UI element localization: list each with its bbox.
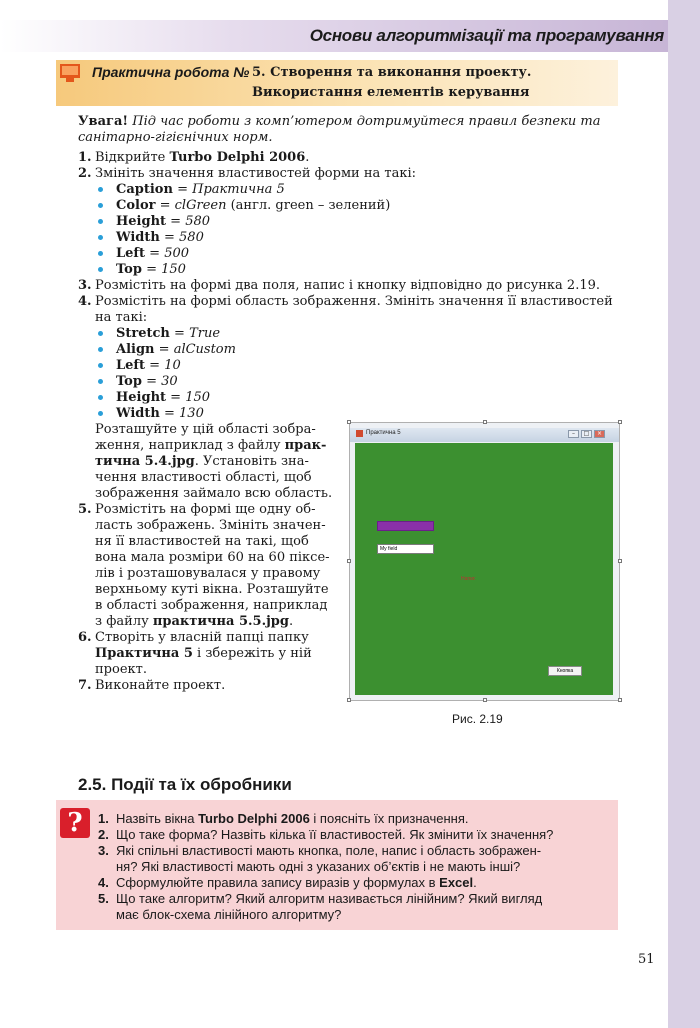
- resize-handle[interactable]: [483, 420, 487, 424]
- bullet-icon: [98, 331, 103, 336]
- step-number: 4.: [78, 294, 92, 309]
- step-5-line: ласть зображень. Змініть значен-: [95, 518, 326, 533]
- step-6-line2: Практична 5 і збережіть у ній: [95, 646, 312, 661]
- bullet-icon: [98, 251, 103, 256]
- step-5-last-line: з файлу практична 5.5.jpg.: [95, 614, 294, 629]
- window-title: Практична 5: [366, 430, 401, 436]
- maximize-icon[interactable]: □: [581, 430, 592, 438]
- question-number: 3.: [98, 843, 109, 858]
- list-item: Height = 580: [116, 214, 211, 229]
- step-4-line2: на такі:: [95, 310, 148, 325]
- bullet-icon: [98, 219, 103, 224]
- warning-line1: Увага! Під час роботи з комп’ютером дотримуйтеся правил безпеки та: [78, 114, 601, 129]
- practical-title-line1: 5. Створення та виконання проекту.: [252, 65, 532, 80]
- list-item: Stretch = True: [116, 326, 221, 341]
- bullet-icon: [98, 203, 103, 208]
- question-number: 2.: [98, 827, 109, 842]
- list-item: Height = 150: [116, 390, 211, 405]
- step-3-text: Розмістіть на формі два поля, напис і кнопку відповідно до рисунка 2.19.: [95, 278, 601, 293]
- list-item: Caption = Практична 5: [116, 182, 285, 197]
- practical-label: Практична робота №: [92, 64, 250, 80]
- step-6-line1: Створіть у власній папці папку: [95, 630, 309, 645]
- page-number: 51: [638, 952, 655, 967]
- form-label: Напис: [461, 576, 476, 582]
- resize-handle[interactable]: [618, 559, 622, 563]
- list-item: Left = 10: [116, 358, 181, 373]
- question-4: Сформулюйте правила запису виразів у формулах в Excel.: [116, 875, 477, 890]
- resize-handle[interactable]: [618, 698, 622, 702]
- step-number: 2.: [78, 166, 92, 181]
- edit-field-2[interactable]: My field: [377, 544, 434, 554]
- question-1: Назвіть вікна Turbo Delphi 2006 і поясніть їх призначення.: [116, 811, 469, 826]
- image-para-line1: Розташуйте у цій області зобра-: [95, 422, 316, 437]
- step-7-text: Виконайте проект.: [95, 678, 226, 693]
- step-4-line1: Розмістіть на формі область зображення. Змініть значення її властивостей: [95, 294, 613, 309]
- side-strip: [668, 0, 700, 1028]
- practical-title-line2: Використання елементів керування: [252, 85, 530, 100]
- step-1-text: Відкрийте Turbo Delphi 2006.: [95, 150, 310, 165]
- question-3-line1: Які спільні властивості мають кнопка, поле, напис і область зображен-: [116, 843, 542, 858]
- resize-handle[interactable]: [347, 420, 351, 424]
- section-title: 2.5. Події та їх обробники: [78, 775, 292, 794]
- resize-handle[interactable]: [483, 698, 487, 702]
- step-number: 5.: [78, 502, 92, 517]
- bullet-icon: [98, 347, 103, 352]
- bullet-icon: [98, 411, 103, 416]
- step-5-line: в області зображення, наприклад: [95, 598, 328, 613]
- step-5-line: вона мала розміри 60 на 60 піксе-: [95, 550, 330, 565]
- step-number: 6.: [78, 630, 92, 645]
- list-item: Width = 130: [116, 406, 204, 421]
- form-button[interactable]: Кнопка: [548, 666, 582, 676]
- bullet-icon: [98, 235, 103, 240]
- image-para-line5: зображення займало всю область.: [95, 486, 333, 501]
- step-number: 3.: [78, 278, 92, 293]
- bullet-icon: [98, 379, 103, 384]
- resize-handle[interactable]: [347, 559, 351, 563]
- warning-line2: санітарно-гігієнічних норм.: [78, 130, 273, 145]
- question-number: 5.: [98, 891, 109, 906]
- step-5-line: верхньому куті вікна. Розташуйте: [95, 582, 329, 597]
- list-item: Width = 580: [116, 230, 204, 245]
- chapter-title: Основи алгоритмізації та програмування: [309, 26, 664, 45]
- step-6-line3: проект.: [95, 662, 147, 677]
- image-para-line4: чення властивості області, щоб: [95, 470, 312, 485]
- resize-handle[interactable]: [347, 698, 351, 702]
- step-5-line: ня її властивостей на такі, щоб: [95, 534, 309, 549]
- computer-icon: [60, 64, 80, 82]
- list-item: Align = alCustom: [116, 342, 236, 357]
- step-2-text: Змініть значення властивостей форми на такі:: [95, 166, 417, 181]
- step-number: 7.: [78, 678, 92, 693]
- list-item: Top = 30: [116, 374, 178, 389]
- bullet-icon: [98, 267, 103, 272]
- step-number: 1.: [78, 150, 92, 165]
- list-item: Top = 150: [116, 262, 186, 277]
- step-5-line: Розмістіть на формі ще одну об-: [95, 502, 316, 517]
- close-icon[interactable]: ×: [594, 430, 605, 438]
- question-number: 1.: [98, 811, 109, 826]
- figure-caption: Рис. 2.19: [452, 712, 503, 726]
- bullet-icon: [98, 363, 103, 368]
- edit-field-1[interactable]: [377, 521, 434, 531]
- image-para-line2: ження, наприклад з файлу прак-: [95, 438, 327, 453]
- list-item: Color = clGreen (англ. green – зелений): [116, 198, 391, 213]
- question-2: Що таке форма? Назвіть кілька її властивостей. Як змінити їх значення?: [116, 827, 554, 842]
- step-5-line: лів і розташовувалася у правому: [95, 566, 321, 581]
- question-3-line2: ня? Які властивості мають одні з указаних об’єктів і не мають інші?: [116, 859, 521, 874]
- bullet-icon: [98, 187, 103, 192]
- list-item: Left = 500: [116, 246, 190, 261]
- resize-handle[interactable]: [618, 420, 622, 424]
- form-canvas: [355, 443, 613, 695]
- question-mark-icon: ?: [60, 808, 90, 838]
- bullet-icon: [98, 395, 103, 400]
- app-icon: [356, 430, 363, 437]
- image-para-line3: тична 5.4.jpg. Установіть зна-: [95, 454, 309, 469]
- question-number: 4.: [98, 875, 109, 890]
- question-5-line1: Що таке алгоритм? Який алгоритм називається лінійним? Який вигляд: [116, 891, 543, 906]
- question-5-line2: має блок-схема лінійного алгоритму?: [116, 907, 342, 922]
- minimize-icon[interactable]: –: [568, 430, 579, 438]
